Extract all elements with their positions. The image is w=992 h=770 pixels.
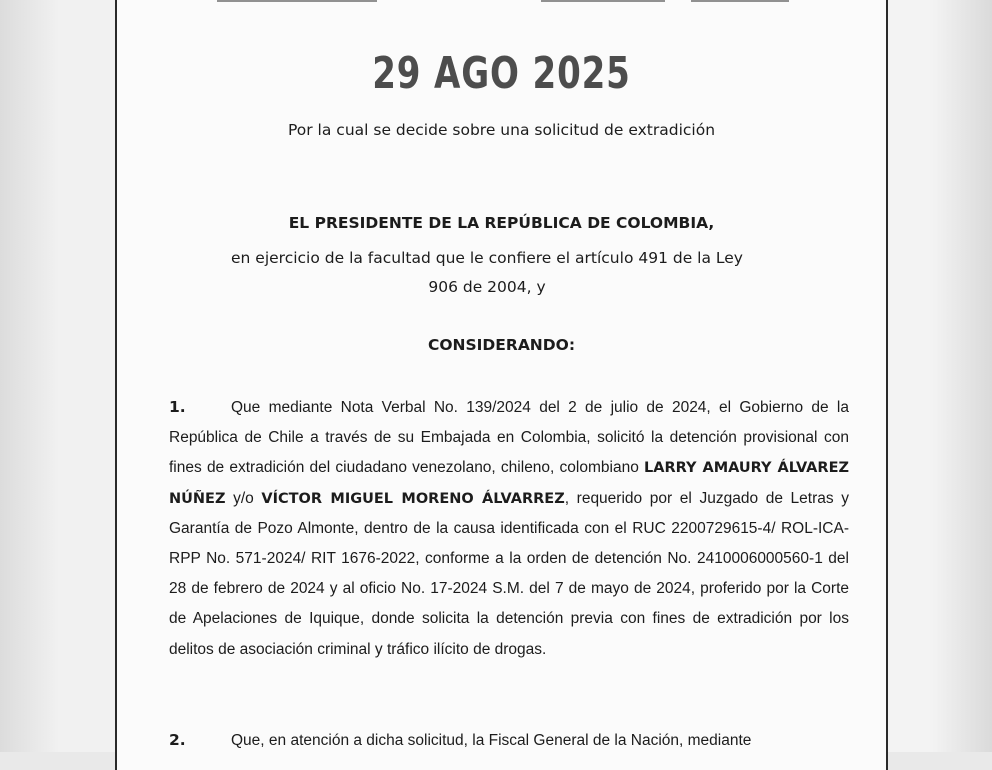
paragraph-1 xyxy=(169,392,849,665)
connector-text: y/o xyxy=(225,489,262,507)
paragraph-text: Que mediante Nota Verbal No. 139/2024 del 2 de julio de 2024, el Gobierno de la República de Chile a través de su Embajada en Colombia, solicitó la detención provisional con fines de extradición del ciudadano venezolano, chileno, colombiano xyxy=(169,399,849,477)
date-stamp: 29 AGO 2025 xyxy=(372,48,631,99)
resolution-subtitle: Por la cual se decide sobre una solicitud de extradición xyxy=(287,121,716,139)
person-alias: VÍCTOR MIGUEL MORENO ÁLVARREZ xyxy=(261,490,565,507)
section-heading: CONSIDERANDO: xyxy=(427,336,576,354)
authority-heading: EL PRESIDENTE DE LA REPÚBLICA DE COLOMBIA, xyxy=(288,214,715,232)
header-redacted-fragment xyxy=(691,0,789,2)
document-page xyxy=(115,0,888,770)
paragraph-2 xyxy=(169,725,849,756)
paragraph-number: 2. xyxy=(169,731,186,749)
person-name: LARRY AMAURY ÁLVAREZ NÚÑEZ xyxy=(169,460,849,507)
header-redacted-fragment xyxy=(541,0,665,2)
header-redacted-fragment xyxy=(217,0,377,2)
paragraph-number: 1. xyxy=(169,398,186,416)
paragraph-text: , requerido por el Juzgado de Letras y Garantía de Pozo Almonte, dentro de la causa identificada con el RUC 2200729615-4/ ROL-ICA-RPP No. 571-2024/ RIT 1676-2022, conforme a la orden de detención No. 2410006000560-1 del 28 de febrero de 2024 y al oficio No. 17-2024 S.M. del 7 de mayo de 2024, proferido por la Corte de Apelaciones de Iquique, donde solicita la detención previa con fines de extradición por los delitos de asociación criminal y tráfico ilícito de drogas. xyxy=(169,489,849,658)
faculty-text: en ejercicio de la facultad que le confiere el artículo 491 de la Ley 906 de 2004, y xyxy=(231,249,743,296)
paragraph-text: Que, en atención a dicha solicitud, la Fiscal General de la Nación, mediante xyxy=(231,732,752,749)
